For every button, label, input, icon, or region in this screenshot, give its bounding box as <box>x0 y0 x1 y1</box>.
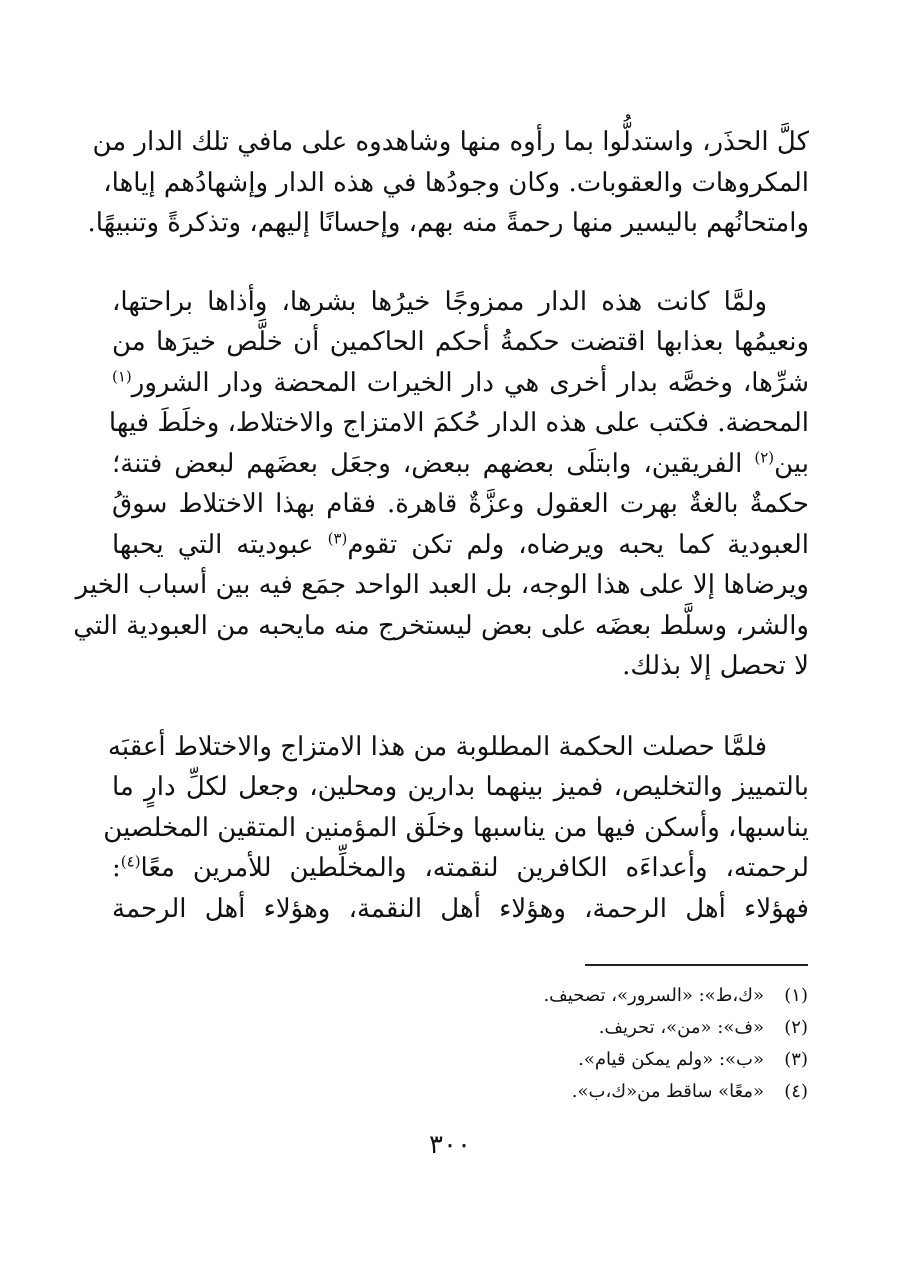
footnote-marker[interactable]: (١) <box>112 366 132 385</box>
footnote-divider <box>585 964 808 966</box>
paragraph-3 <box>103 727 809 930</box>
footnote-item <box>388 1012 808 1044</box>
footnote-text: «ك،ط»: «السرور»، تصحيف. <box>543 985 764 1006</box>
text-segment: شرِّها، وخصَّه بدار أخرى هي دار الخيرات المحضة ودار الشرور <box>131 367 809 398</box>
footnote-text: «معًا» ساقط من«ك،ب». <box>571 1081 764 1102</box>
text-line: يناسبها، وأسكن فيها من يناسبها وخلَق المؤمنين المتقين المخلصين <box>103 812 809 843</box>
footnote-item <box>388 980 808 1012</box>
text-segment: عبوديته التي يحبها <box>112 529 314 560</box>
text-line: وامتحانُهم باليسير منها رحمةً منه بهم، وإحسانًا إليهم، وتذكرةً وتنبيهًا. <box>87 208 809 238</box>
text-line: ولمَّا كانت هذه الدار ممزوجًا خيرُها بشرها، وأذاها براحتها، <box>112 286 767 317</box>
text-segment: : <box>112 853 121 883</box>
text-line: ونعيمُها بعذابها اقتضت حكمةُ أحكم الحاكمين أن خلَّص خيرَها من <box>112 327 809 357</box>
text-segment: العبودية كما يحبه ويرضاه، ولم تكن تقوم <box>347 529 809 560</box>
footnote-marker[interactable]: (٤) <box>120 852 141 871</box>
page-body <box>73 122 810 929</box>
text-line: بالتمييز والتخليص، فميز بينهما بدارين ومحلين، وجعل لكلِّ دارٍ ما <box>112 772 809 802</box>
text-line-with-note <box>112 525 809 566</box>
paragraph-1 <box>87 122 809 244</box>
footnote-marker[interactable]: (٢) <box>754 447 775 466</box>
page-number: ٣٠٠ <box>429 1130 471 1160</box>
text-line-with-note <box>112 848 809 889</box>
footnote-marker[interactable]: (٣) <box>327 528 348 547</box>
text-line: المكروهات والعقوبات. وكان وجودُها في هذه الدار وإشهادُهم إياها، <box>103 167 809 198</box>
text-segment: لرحمته، وأعداءَه الكافرين لنقمته، والمخلِّطين للأمرين معًا <box>140 853 809 883</box>
footnote-text: «ب»: «ولم يمكن قيام». <box>578 1049 764 1070</box>
text-line: المحضة. فكتب على هذه الدار حُكمَ الامتزاج والاختلاط، وخلَطَ فيها <box>108 408 809 438</box>
footnote-number: (٢) <box>784 1017 808 1038</box>
footnote-item <box>388 1044 808 1076</box>
text-line: حكمةٌ بالغةٌ بهرت العقول وعزَّةٌ قاهرة. فقام بهذا الاختلاط سوقُ <box>112 489 809 519</box>
text-line: فلمَّا حصلت الحكمة المطلوبة من هذا الامتزاج والاختلاط أعقبَه <box>107 731 767 762</box>
text-line: لا تحصل إلا بذلك. <box>622 651 809 681</box>
text-line-with-note <box>112 363 809 404</box>
footnote-number: (٣) <box>784 1049 808 1070</box>
text-line-with-note <box>112 444 809 485</box>
footnotes <box>388 980 808 1108</box>
text-segment: الفريقين، وابتلَى بعضهم ببعض، وجعَل بعضَهم لبعض فتنة؛ <box>112 448 743 479</box>
text-line: والشر، وسلَّط بعضَه على بعض ليستخرج منه مايحبه من العبودية التي <box>73 610 809 641</box>
footnote-number: (١) <box>784 985 808 1006</box>
footnote-text: «ف»: «من»، تحريف. <box>598 1017 764 1038</box>
footnote-number: (٤) <box>784 1081 808 1102</box>
text-line: فهؤلاء أهل الرحمة، وهؤلاء أهل النقمة، وهؤلاء أهل الرحمة <box>112 893 809 924</box>
text-line: كلَّ الحذَر، واستدلُّوا بما رأوه منها وشاهدوه على مافي تلك الدار من <box>92 127 809 157</box>
text-line: ويرضاها إلا على هذا الوجه، بل العبد الواحد جمَع فيه بين أسباب الخير <box>75 570 809 600</box>
footnote-item <box>388 1076 808 1108</box>
text-segment: بين <box>774 448 810 479</box>
paragraph-2 <box>73 282 810 687</box>
